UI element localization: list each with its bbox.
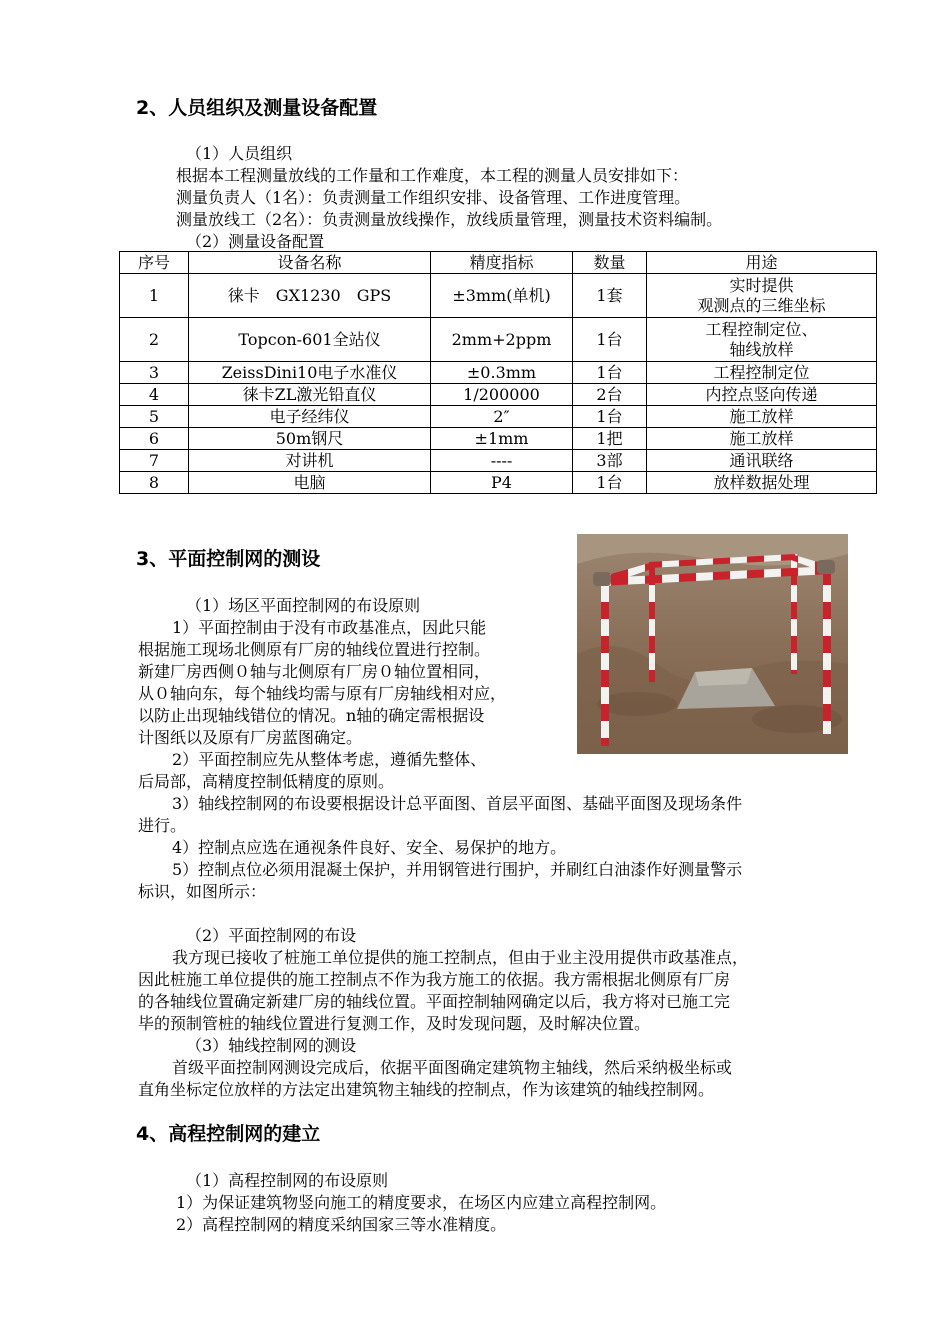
paragraph-line: 2）平面控制应先从整体考虑，遵循先整体、 bbox=[172, 750, 487, 769]
paragraph-line: 计图纸以及原有厂房蓝图确定。 bbox=[138, 728, 363, 747]
cell-use-line: 观测点的三维坐标 bbox=[697, 295, 826, 315]
cell-no: 3 bbox=[120, 362, 189, 384]
cell-use-line: 轴线放样 bbox=[729, 339, 794, 359]
control-point-photo bbox=[577, 534, 848, 754]
cell-precision: ±1mm bbox=[431, 428, 573, 450]
cell-no: 5 bbox=[120, 406, 189, 428]
cell-use: 施工放样 bbox=[647, 428, 877, 450]
section3-sub2: （2）平面控制网的布设 bbox=[186, 926, 357, 945]
paragraph-line: 因此桩施工单位提供的施工控制点不作为我方施工的依据。我方需根据北侧原有厂房 bbox=[138, 970, 731, 989]
cell-no: 4 bbox=[120, 384, 189, 406]
cell-name: ZeissDini10电子水准仪 bbox=[189, 362, 431, 384]
header-no: 序号 bbox=[120, 252, 189, 274]
cell-qty: 1台 bbox=[573, 406, 647, 428]
cell-name: 电子经纬仪 bbox=[189, 406, 431, 428]
fenced-control-point-image bbox=[577, 534, 848, 754]
cell-qty: 1台 bbox=[573, 472, 647, 494]
table-row bbox=[120, 362, 877, 384]
table-row bbox=[120, 318, 877, 362]
cell-use: 工程控制定位 bbox=[647, 362, 877, 384]
cell-use: 放样数据处理 bbox=[647, 472, 877, 494]
cell-precision: ±0.3mm bbox=[431, 362, 573, 384]
paragraph-line: 1）平面控制由于没有市政基准点，因此只能 bbox=[172, 618, 487, 637]
cell-name: 对讲机 bbox=[189, 450, 431, 472]
cell-use: 内控点竖向传递 bbox=[647, 384, 877, 406]
paragraph-line: 的各轴线位置确定新建厂房的轴线位置。平面控制轴网确定以后，我方将对已施工完 bbox=[138, 992, 731, 1011]
equipment-table bbox=[119, 251, 877, 494]
cell-no: 2 bbox=[120, 318, 189, 362]
cell-name: 电脑 bbox=[189, 472, 431, 494]
paragraph-line: 我方现已接收了桩施工单位提供的施工控制点，但由于业主没用提供市政基准点， bbox=[172, 948, 749, 967]
paragraph-line: 测量放线工（2名）：负责测量放线操作，放线质量管理，测量技术资料编制。 bbox=[176, 210, 723, 229]
cell-precision: 1/200000 bbox=[431, 384, 573, 406]
cell-precision: ---- bbox=[431, 450, 573, 472]
section3-sub1: （1）场区平面控制网的布设原则 bbox=[186, 596, 421, 615]
cell-no: 1 bbox=[120, 274, 189, 318]
cell-name: 徕卡ZL激光铅直仪 bbox=[189, 384, 431, 406]
header-precision: 精度指标 bbox=[431, 252, 573, 274]
cell-no: 7 bbox=[120, 450, 189, 472]
section2-sub1: （1）人员组织 bbox=[186, 144, 293, 163]
cell-precision: P4 bbox=[431, 472, 573, 494]
paragraph-line: 新建厂房西侧０轴与北侧原有厂房０轴位置相同， bbox=[138, 662, 491, 681]
section3-sub3: （3）轴线控制网的测设 bbox=[186, 1036, 357, 1055]
cell-use-line: 工程控制定位、 bbox=[705, 319, 818, 339]
cell-use: 施工放样 bbox=[647, 406, 877, 428]
paragraph-line: 标识，如图所示： bbox=[138, 882, 267, 901]
table-row bbox=[120, 428, 877, 450]
cell-precision: 2mm+2ppm bbox=[431, 318, 573, 362]
paragraph-line: 测量负责人（1名）：负责测量工作组织安排、设备管理、工作进度管理。 bbox=[176, 188, 691, 207]
header-name: 设备名称 bbox=[189, 252, 431, 274]
paragraph-line: 后局部，高精度控制低精度的原则。 bbox=[138, 772, 395, 791]
cell-qty: 2台 bbox=[573, 384, 647, 406]
paragraph-line: 根据施工现场北侧原有厂房的轴线位置进行控制。 bbox=[138, 640, 491, 659]
cell-no: 6 bbox=[120, 428, 189, 450]
paragraph-line: 1）为保证建筑物竖向施工的精度要求，在场区内应建立高程控制网。 bbox=[176, 1193, 667, 1212]
cell-precision: 2″ bbox=[431, 406, 573, 428]
section4-sub1: （1）高程控制网的布设原则 bbox=[186, 1171, 389, 1190]
cell-precision: ±3mm(单机) bbox=[431, 274, 573, 318]
table-row bbox=[120, 472, 877, 494]
paragraph-line: 进行。 bbox=[138, 816, 187, 835]
cell-use-line: 实时提供 bbox=[729, 275, 794, 295]
table-header-row bbox=[120, 252, 877, 274]
cell-qty: 1台 bbox=[573, 318, 647, 362]
table-row bbox=[120, 384, 877, 406]
header-qty: 数量 bbox=[573, 252, 647, 274]
cell-name: Topcon-601全站仪 bbox=[189, 318, 431, 362]
paragraph-line: 根据本工程测量放线的工作量和工作难度，本工程的测量人员安排如下： bbox=[176, 166, 689, 185]
paragraph-line: 首级平面控制网测设完成后，依据平面图确定建筑物主轴线，然后采纳极坐标或 bbox=[172, 1058, 733, 1077]
section3-heading: 3、平面控制网的测设 bbox=[136, 548, 321, 570]
table-row bbox=[120, 450, 877, 472]
cell-qty: 1台 bbox=[573, 362, 647, 384]
paragraph-line: 4）控制点应选在通视条件良好、安全、易保护的地方。 bbox=[172, 838, 567, 857]
cell-no: 8 bbox=[120, 472, 189, 494]
paragraph-line: 以防止出现轴线错位的情况。n轴的确定需根据设 bbox=[138, 706, 485, 725]
paragraph-line: 从０轴向东，每个轴线均需与原有厂房轴线相对应， bbox=[138, 684, 507, 703]
cell-use: 通讯联络 bbox=[647, 450, 877, 472]
section2-sub2: （2）测量设备配置 bbox=[186, 232, 325, 251]
table-row bbox=[120, 274, 877, 318]
cell-name: 50m钢尺 bbox=[189, 428, 431, 450]
paragraph-line: 直角坐标定位放样的方法定出建筑物主轴线的控制点，作为该建筑的轴线控制网。 bbox=[138, 1080, 715, 1099]
cell-qty: 1套 bbox=[573, 274, 647, 318]
table-row bbox=[120, 406, 877, 428]
cell-qty: 1把 bbox=[573, 428, 647, 450]
paragraph-line: 2）高程控制网的精度采纳国家三等水准精度。 bbox=[176, 1215, 507, 1234]
cell-qty: 3部 bbox=[573, 450, 647, 472]
cell-name: 徕卡 GX1230 GPS bbox=[189, 274, 431, 318]
paragraph-line: 3）轴线控制网的布设要根据设计总平面图、首层平面图、基础平面图及现场条件 bbox=[172, 794, 743, 813]
cell-use bbox=[647, 318, 877, 362]
section2-heading: 2、人员组织及测量设备配置 bbox=[136, 97, 378, 119]
paragraph-line: 5）控制点位必须用混凝土保护，并用钢管进行围护，并刷红白油漆作好测量警示 bbox=[172, 860, 743, 879]
paragraph-line: 毕的预制管桩的轴线位置进行复测工作，及时发现问题，及时解决位置。 bbox=[138, 1014, 651, 1033]
header-use: 用途 bbox=[647, 252, 877, 274]
cell-use bbox=[647, 274, 877, 318]
section4-heading: 4、高程控制网的建立 bbox=[136, 1123, 321, 1145]
